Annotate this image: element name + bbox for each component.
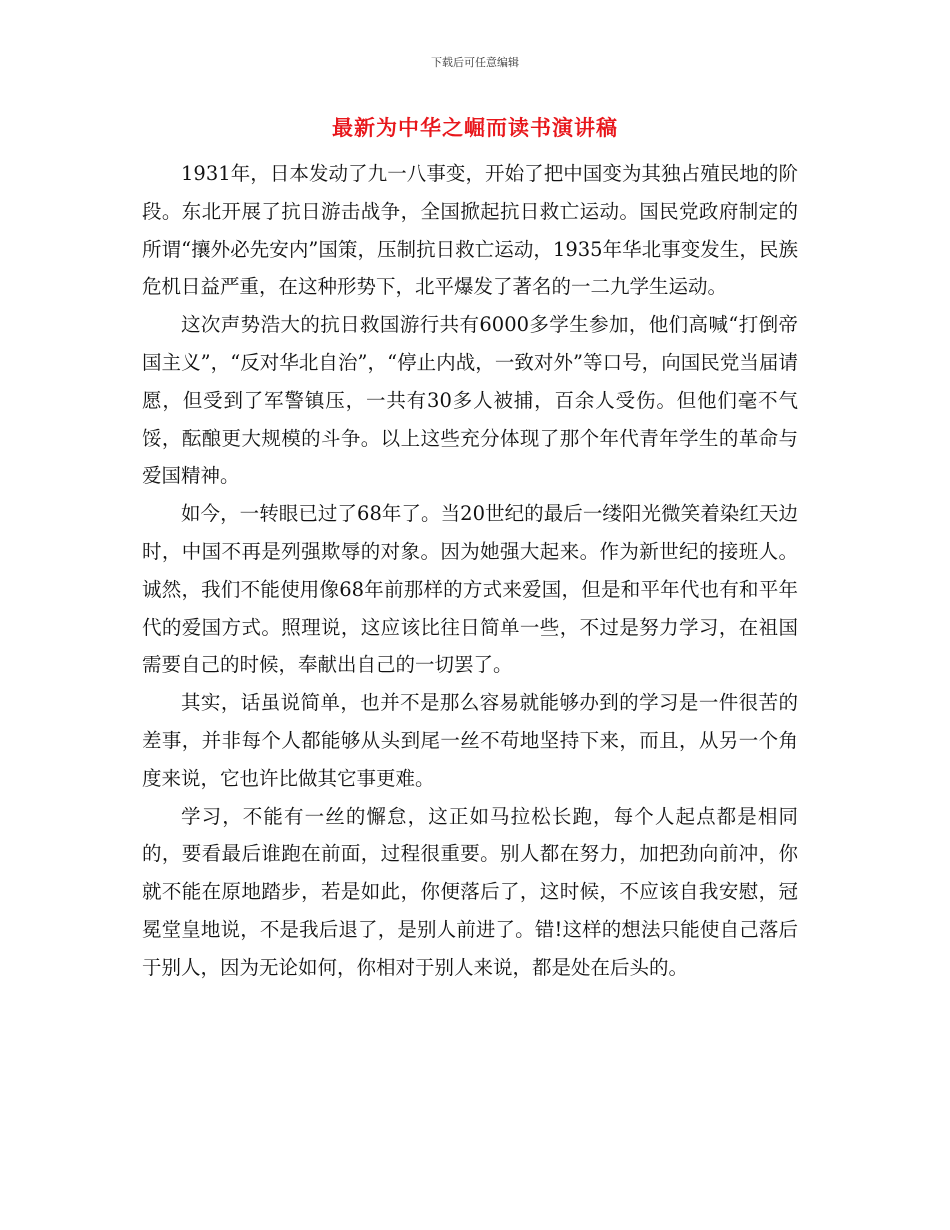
paragraph: 学习，不能有一丝的懈怠，这正如马拉松长跑，每个人起点都是相同的，要看最后谁跑在前面，过程很重要。别人都在努力，加把劲向前冲，你就不能在原地踏步，若是如此，你便落后了，这时候，不应该自我安慰，冠冕堂皇地说，不是我后退了，是别人前进了。错!这样的想法只能使自己落后于别人，因为无论如何，你相对于别人来说，都是处在后头的。 [142,804,798,979]
document-body [142,155,798,987]
header-note: 下载后可任意编辑 [431,56,519,69]
paragraph: 如今，一转眼已过了68年了。当20世纪的最后一缕阳光微笑着染红天边时，中国不再是列强欺辱的对象。因为她强大起来。作为新世纪的接班人。诚然，我们不能使用像68年前那样的方式来爱国，但是和平年代也有和平年代的爱国方式。照理说，这应该比往日简单一些，不过是努力学习，在祖国需要自己的时候，奉献出自己的一切罢了。 [142,502,798,677]
paragraph: 其实，话虽说简单，也并不是那么容易就能够办到的学习是一件很苦的差事，并非每个人都能够从头到尾一丝不苟地坚持下来，而且，从另一个角度来说，它也许比做其它事更难。 [142,691,798,790]
paragraph: 1931年，日本发动了九一八事变，开始了把中国变为其独占殖民地的阶段。东北开展了抗日游击战争，全国掀起抗日救亡运动。国民党政府制定的所谓“攘外必先安内”国策，压制抗日救亡运动，1935年华北事变发生，民族危机日益严重，在这种形势下，北平爆发了著名的一二九学生运动。 [142,162,798,299]
document-title: 最新为中华之崛而读书演讲稿 [332,116,618,140]
paragraph: 这次声势浩大的抗日救国游行共有6000多学生参加，他们高喊“打倒帝国主义”，“反对华北自治”，“停止内战，一致对外”等口号，向国民党当届请愿，但受到了军警镇压，一共有30多人被捕，百余人受伤。但他们毫不气馁，酝酿更大规模的斗争。以上这些充分体现了那个年代青年学生的革命与爱国精神。 [142,313,798,488]
